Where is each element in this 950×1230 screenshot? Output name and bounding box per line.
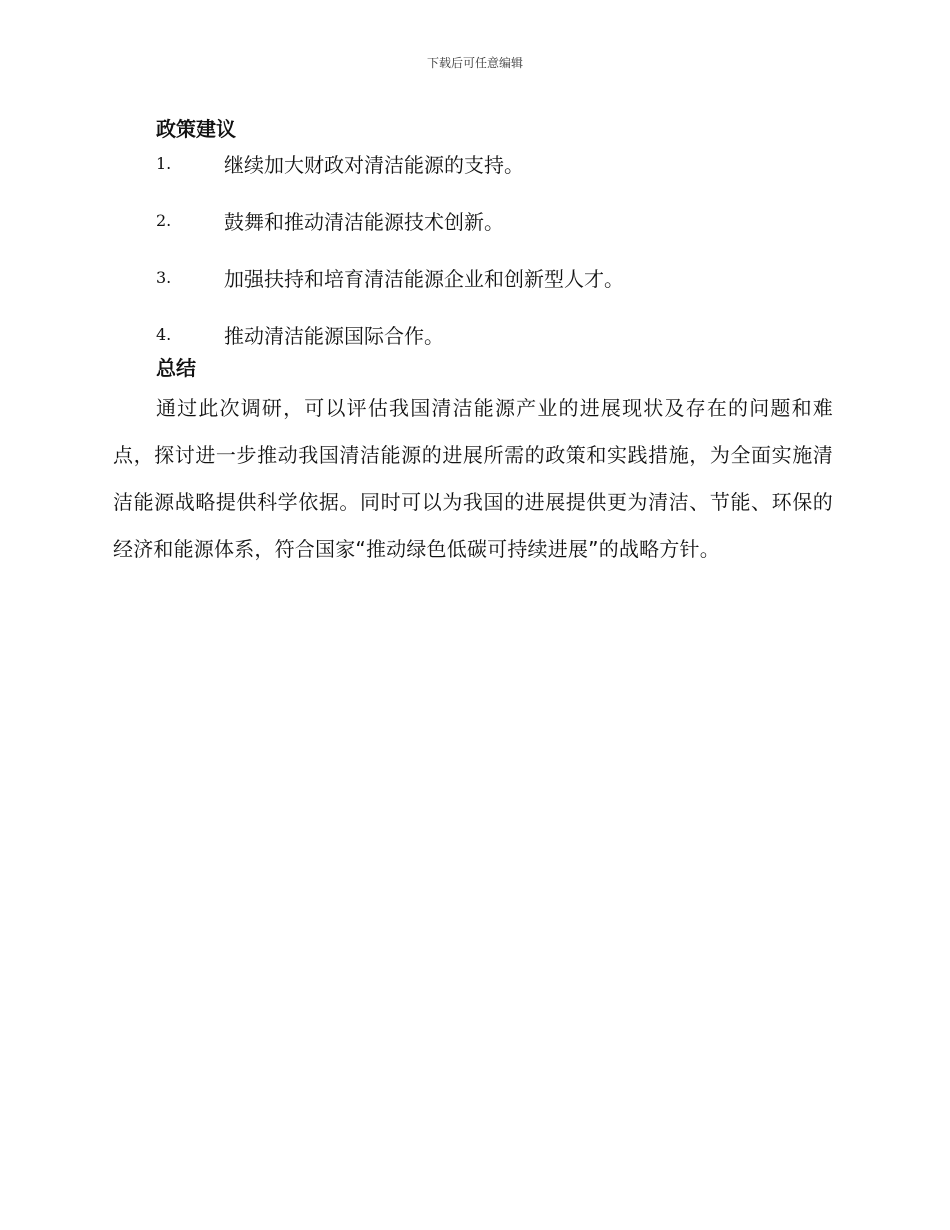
list-item [113,203,833,237]
list-item-text: 推动清洁能源国际合作。 [224,323,444,348]
list-item-text: 加强扶持和培育清洁能源企业和创新型人才。 [224,266,624,291]
list-item [113,260,833,294]
list-item-number: 1. [156,153,172,173]
policy-list [113,146,833,351]
page-header-note: 下载后可任意编辑 [426,56,523,70]
list-item-number: 2. [156,210,172,230]
list-item-number: 3. [156,267,172,287]
document-body [113,112,833,573]
list-item-text: 继续加大财政对清洁能源的支持。 [224,152,524,177]
policy-heading: 政策建议 [156,117,236,141]
list-item [113,146,833,180]
list-item-text: 鼓舞和推动清洁能源技术创新。 [224,209,504,234]
summary-paragraph: 通过此次调研，可以评估我国清洁能源产业的进展现状及存在的问题和难点，探讨进一步推动我国清洁能源的进展所需的政策和实践措施，为全面实施清洁能源战略提供科学依据。同时可以为我国的进展提供更为清洁、节能、环保的经济和能源体系，符合国家“推动绿色低碳可持续进展”的战略方针。 [113,396,833,561]
list-item [113,317,833,351]
summary-heading: 总结 [156,356,196,380]
list-item-number: 4. [156,324,172,344]
